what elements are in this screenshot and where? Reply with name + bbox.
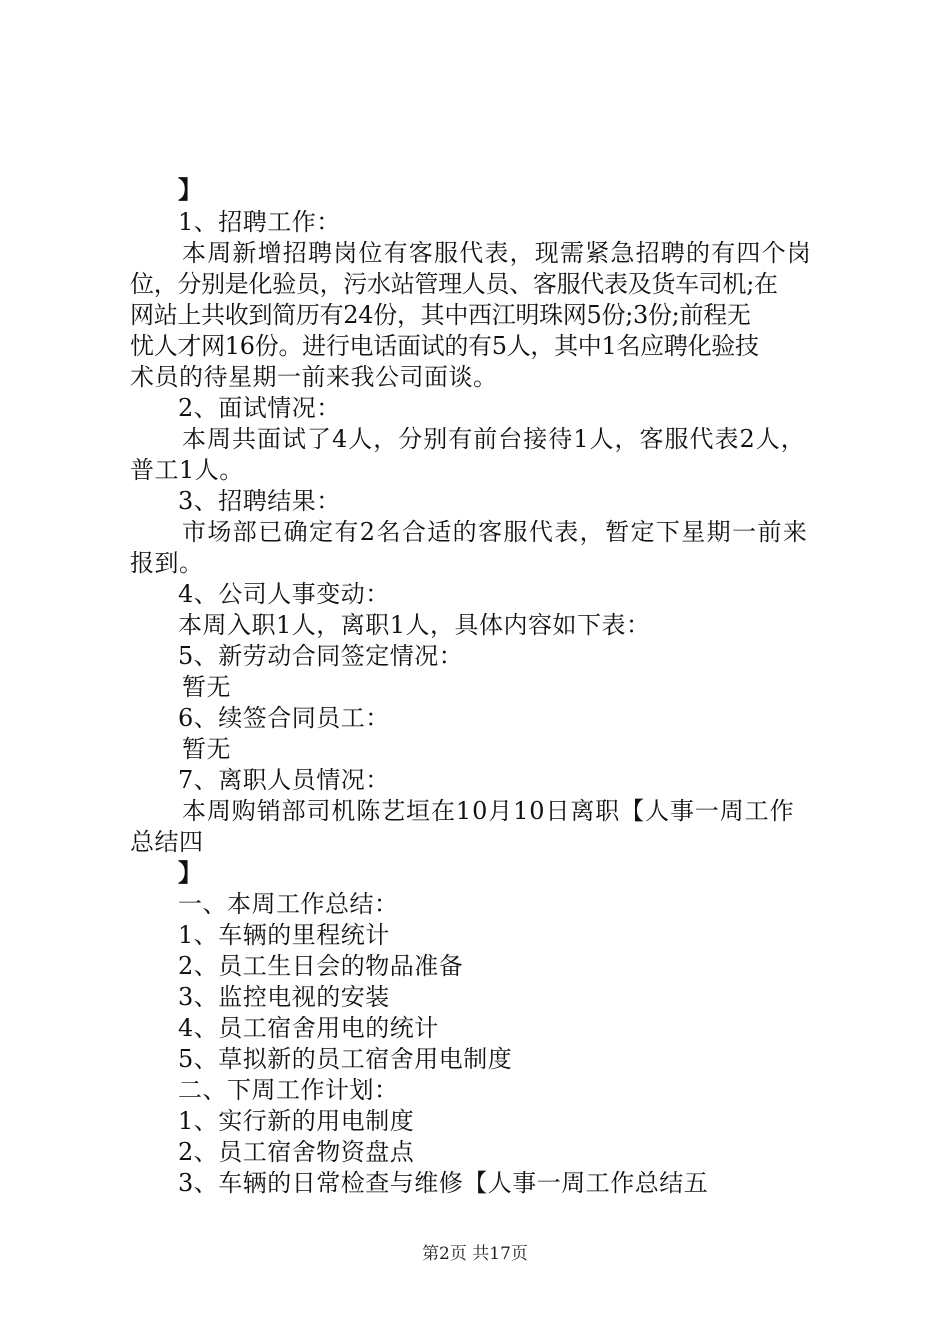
list-item: 2、员工宿舍物资盘点: [178, 1138, 415, 1166]
paragraph-line: 本周入职1人，离职1人，具体内容如下表：: [178, 611, 651, 639]
list-item: 5、草拟新的员工宿舍用电制度: [178, 1045, 513, 1073]
paragraph-line: 暂无: [182, 673, 231, 701]
closing-bracket: 】: [178, 858, 203, 887]
section-heading-result: 3、招聘结果：: [178, 487, 341, 515]
list-item: 3、车辆的日常检查与维修【人事一周工作总结五: [178, 1169, 709, 1197]
paragraph-line: 术员的待星期一前来我公司面谈。: [130, 363, 498, 391]
section-heading-recruitment: 1、招聘工作：: [178, 208, 341, 236]
paragraph-line: 总结四: [130, 828, 204, 856]
paragraph-line: 本周新增招聘岗位有客服代表，现需紧急招聘的有四个岗: [182, 239, 812, 267]
paragraph-line: 忧人才网16份。进行电话面试的有5人，其中1名应聘化验技: [130, 332, 759, 360]
list-item: 3、监控电视的安装: [178, 983, 390, 1011]
paragraph-line: 市场部已确定有2名合适的客服代表，暂定下星期一前来: [182, 518, 809, 546]
section-heading-new-contracts: 5、新劳动合同签定情况：: [178, 642, 464, 670]
page-footer: 第2页 共17页: [422, 1244, 528, 1264]
section-heading-next-week-plan: 二、下周工作计划：: [178, 1076, 399, 1104]
closing-bracket: 】: [178, 175, 203, 204]
list-item: 1、实行新的用电制度: [178, 1107, 415, 1135]
paragraph-line: 本周购销部司机陈艺垣在10月10日离职【人事一周工作: [182, 797, 795, 825]
paragraph-line: 暂无: [182, 735, 231, 763]
section-heading-personnel-change: 4、公司人事变动：: [178, 580, 390, 608]
paragraph-line: 本周共面试了4人，分别有前台接待1人，客服代表2人，: [182, 425, 806, 453]
list-item: 2、员工生日会的物品准备: [178, 952, 464, 980]
section-heading-departures: 7、离职人员情况：: [178, 766, 390, 794]
section-heading-interview: 2、面试情况：: [178, 394, 341, 422]
section-heading-renewed-contracts: 6、续签合同员工：: [178, 704, 390, 732]
paragraph-line: 网站上共收到简历有24份，其中西江明珠网5份;3份;前程无: [130, 301, 751, 329]
list-item: 4、员工宿舍用电的统计: [178, 1014, 439, 1042]
paragraph-line: 报到。: [130, 549, 204, 577]
list-item: 1、车辆的里程统计: [178, 921, 390, 949]
paragraph-line: 普工1人。: [130, 456, 244, 484]
section-heading-this-week-summary: 一、本周工作总结：: [178, 890, 399, 918]
paragraph-line: 位，分别是化验员，污水站管理人员、客服代表及货车司机;在: [130, 270, 778, 298]
